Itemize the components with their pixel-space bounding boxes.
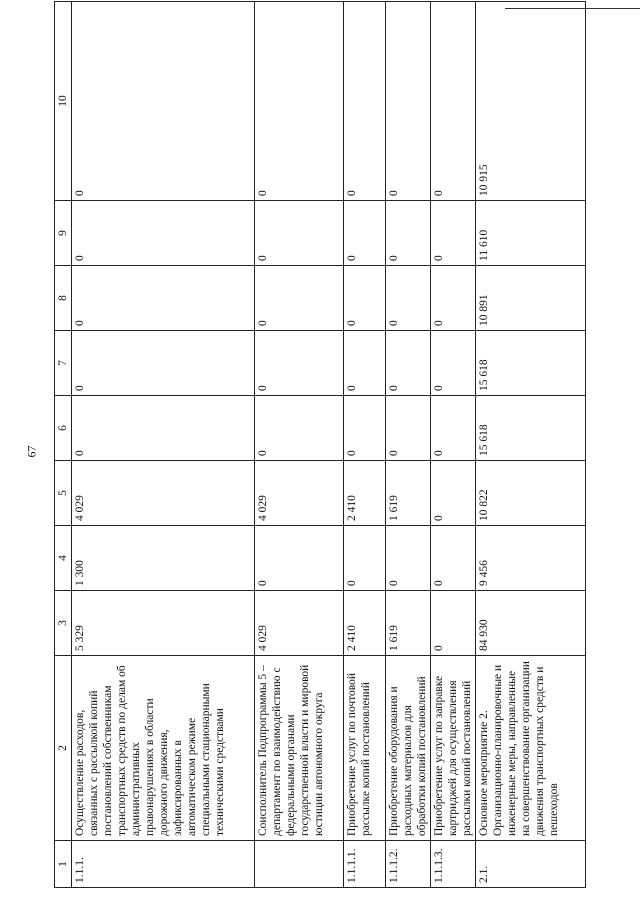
row-name: Приобретение услуг по заправке картриджей для осуществления рассылки копий постановлений <box>431 656 476 841</box>
value-cell: 0 <box>386 201 431 266</box>
value-cell: 0 <box>431 331 476 396</box>
value-cell: 0 <box>344 331 386 396</box>
row-name: Осуществление расходов, связанных с рассылкой копий постановлений собственникам транспортных средств по делам об административных правонарушениях в области дорожного движения, зафиксированных в автоматическом режиме специальными стационарными техническими средствами <box>72 656 255 841</box>
value-cell: 0 <box>431 266 476 331</box>
value-cell: 0 <box>431 201 476 266</box>
row-name: Приобретение услуг по почтовой рассылке копий постановлений <box>344 656 386 841</box>
value-cell: 0 <box>255 526 344 591</box>
value-cell: 84 930 <box>476 591 586 656</box>
row-code: 1.1.1. <box>72 841 255 888</box>
value-cell: 0 <box>255 201 344 266</box>
row-code: 2.1. <box>476 841 586 888</box>
row-code <box>255 841 344 888</box>
value-cell: 0 <box>255 266 344 331</box>
value-cell: 0 <box>386 266 431 331</box>
value-cell: 1 619 <box>386 591 431 656</box>
column-header: 5 <box>55 461 72 526</box>
value-cell: 2 410 <box>344 591 386 656</box>
column-header: 8 <box>55 266 72 331</box>
row-name: Соисполнитель Подпрограммы 5 – департамент по взаимодействию с федеральными органами государственной власти и мировой юстиции автономного округа <box>255 656 344 841</box>
column-header: 1 <box>55 841 72 888</box>
value-cell: 0 <box>72 2 255 201</box>
column-header: 7 <box>55 331 72 396</box>
header-row <box>55 2 72 888</box>
value-cell: 0 <box>431 2 476 201</box>
row-code: 1.1.1.2. <box>386 841 431 888</box>
value-cell: 5 329 <box>72 591 255 656</box>
column-header: 9 <box>55 201 72 266</box>
table-row <box>72 2 255 888</box>
value-cell: 0 <box>72 201 255 266</box>
value-cell: 2 410 <box>344 461 386 526</box>
rotated-table-container <box>54 42 584 888</box>
column-header: 6 <box>55 396 72 461</box>
value-cell: 0 <box>386 396 431 461</box>
column-header: 2 <box>55 656 72 841</box>
table-row <box>386 2 431 888</box>
value-cell: 10 915 <box>476 2 586 201</box>
value-cell: 0 <box>431 461 476 526</box>
value-cell: 0 <box>344 266 386 331</box>
value-cell: 0 <box>386 331 431 396</box>
value-cell: 0 <box>431 396 476 461</box>
value-cell: 0 <box>386 2 431 201</box>
budget-table <box>54 1 586 888</box>
table-row <box>431 2 476 888</box>
value-cell: 0 <box>431 526 476 591</box>
value-cell: 0 <box>431 591 476 656</box>
value-cell: 0 <box>72 331 255 396</box>
table-row <box>344 2 386 888</box>
value-cell: 0 <box>72 396 255 461</box>
row-name: Основное мероприятие 2. Организационно-планировочные и инженерные меры, направленные на совершенствование организации движения транспортных средств и пешеходов <box>476 656 586 841</box>
value-cell: 0 <box>344 2 386 201</box>
value-cell: 15 618 <box>476 396 586 461</box>
row-code: 1.1.1.1. <box>344 841 386 888</box>
value-cell: 1 619 <box>386 461 431 526</box>
value-cell: 0 <box>72 266 255 331</box>
value-cell: 9 456 <box>476 526 586 591</box>
column-header: 3 <box>55 591 72 656</box>
value-cell: 10 891 <box>476 266 586 331</box>
page-number: 67 <box>24 445 39 458</box>
value-cell: 0 <box>386 526 431 591</box>
value-cell: 1 300 <box>72 526 255 591</box>
value-cell: 0 <box>344 526 386 591</box>
column-header: 4 <box>55 526 72 591</box>
column-header: 10 <box>55 2 72 201</box>
table-row <box>476 2 586 888</box>
value-cell: 0 <box>344 396 386 461</box>
value-cell: 4 029 <box>255 591 344 656</box>
page-content <box>54 42 584 888</box>
value-cell: 10 822 <box>476 461 586 526</box>
table-row <box>255 2 344 888</box>
value-cell: 0 <box>255 2 344 201</box>
value-cell: 0 <box>255 396 344 461</box>
value-cell: 15 618 <box>476 331 586 396</box>
value-cell: 11 610 <box>476 201 586 266</box>
value-cell: 4 029 <box>72 461 255 526</box>
row-name: Приобретение оборудования и расходных материалов для обработки копий постановлений <box>386 656 431 841</box>
value-cell: 4 029 <box>255 461 344 526</box>
row-code: 1.1.1.3. <box>431 841 476 888</box>
value-cell: 0 <box>255 331 344 396</box>
value-cell: 0 <box>344 201 386 266</box>
